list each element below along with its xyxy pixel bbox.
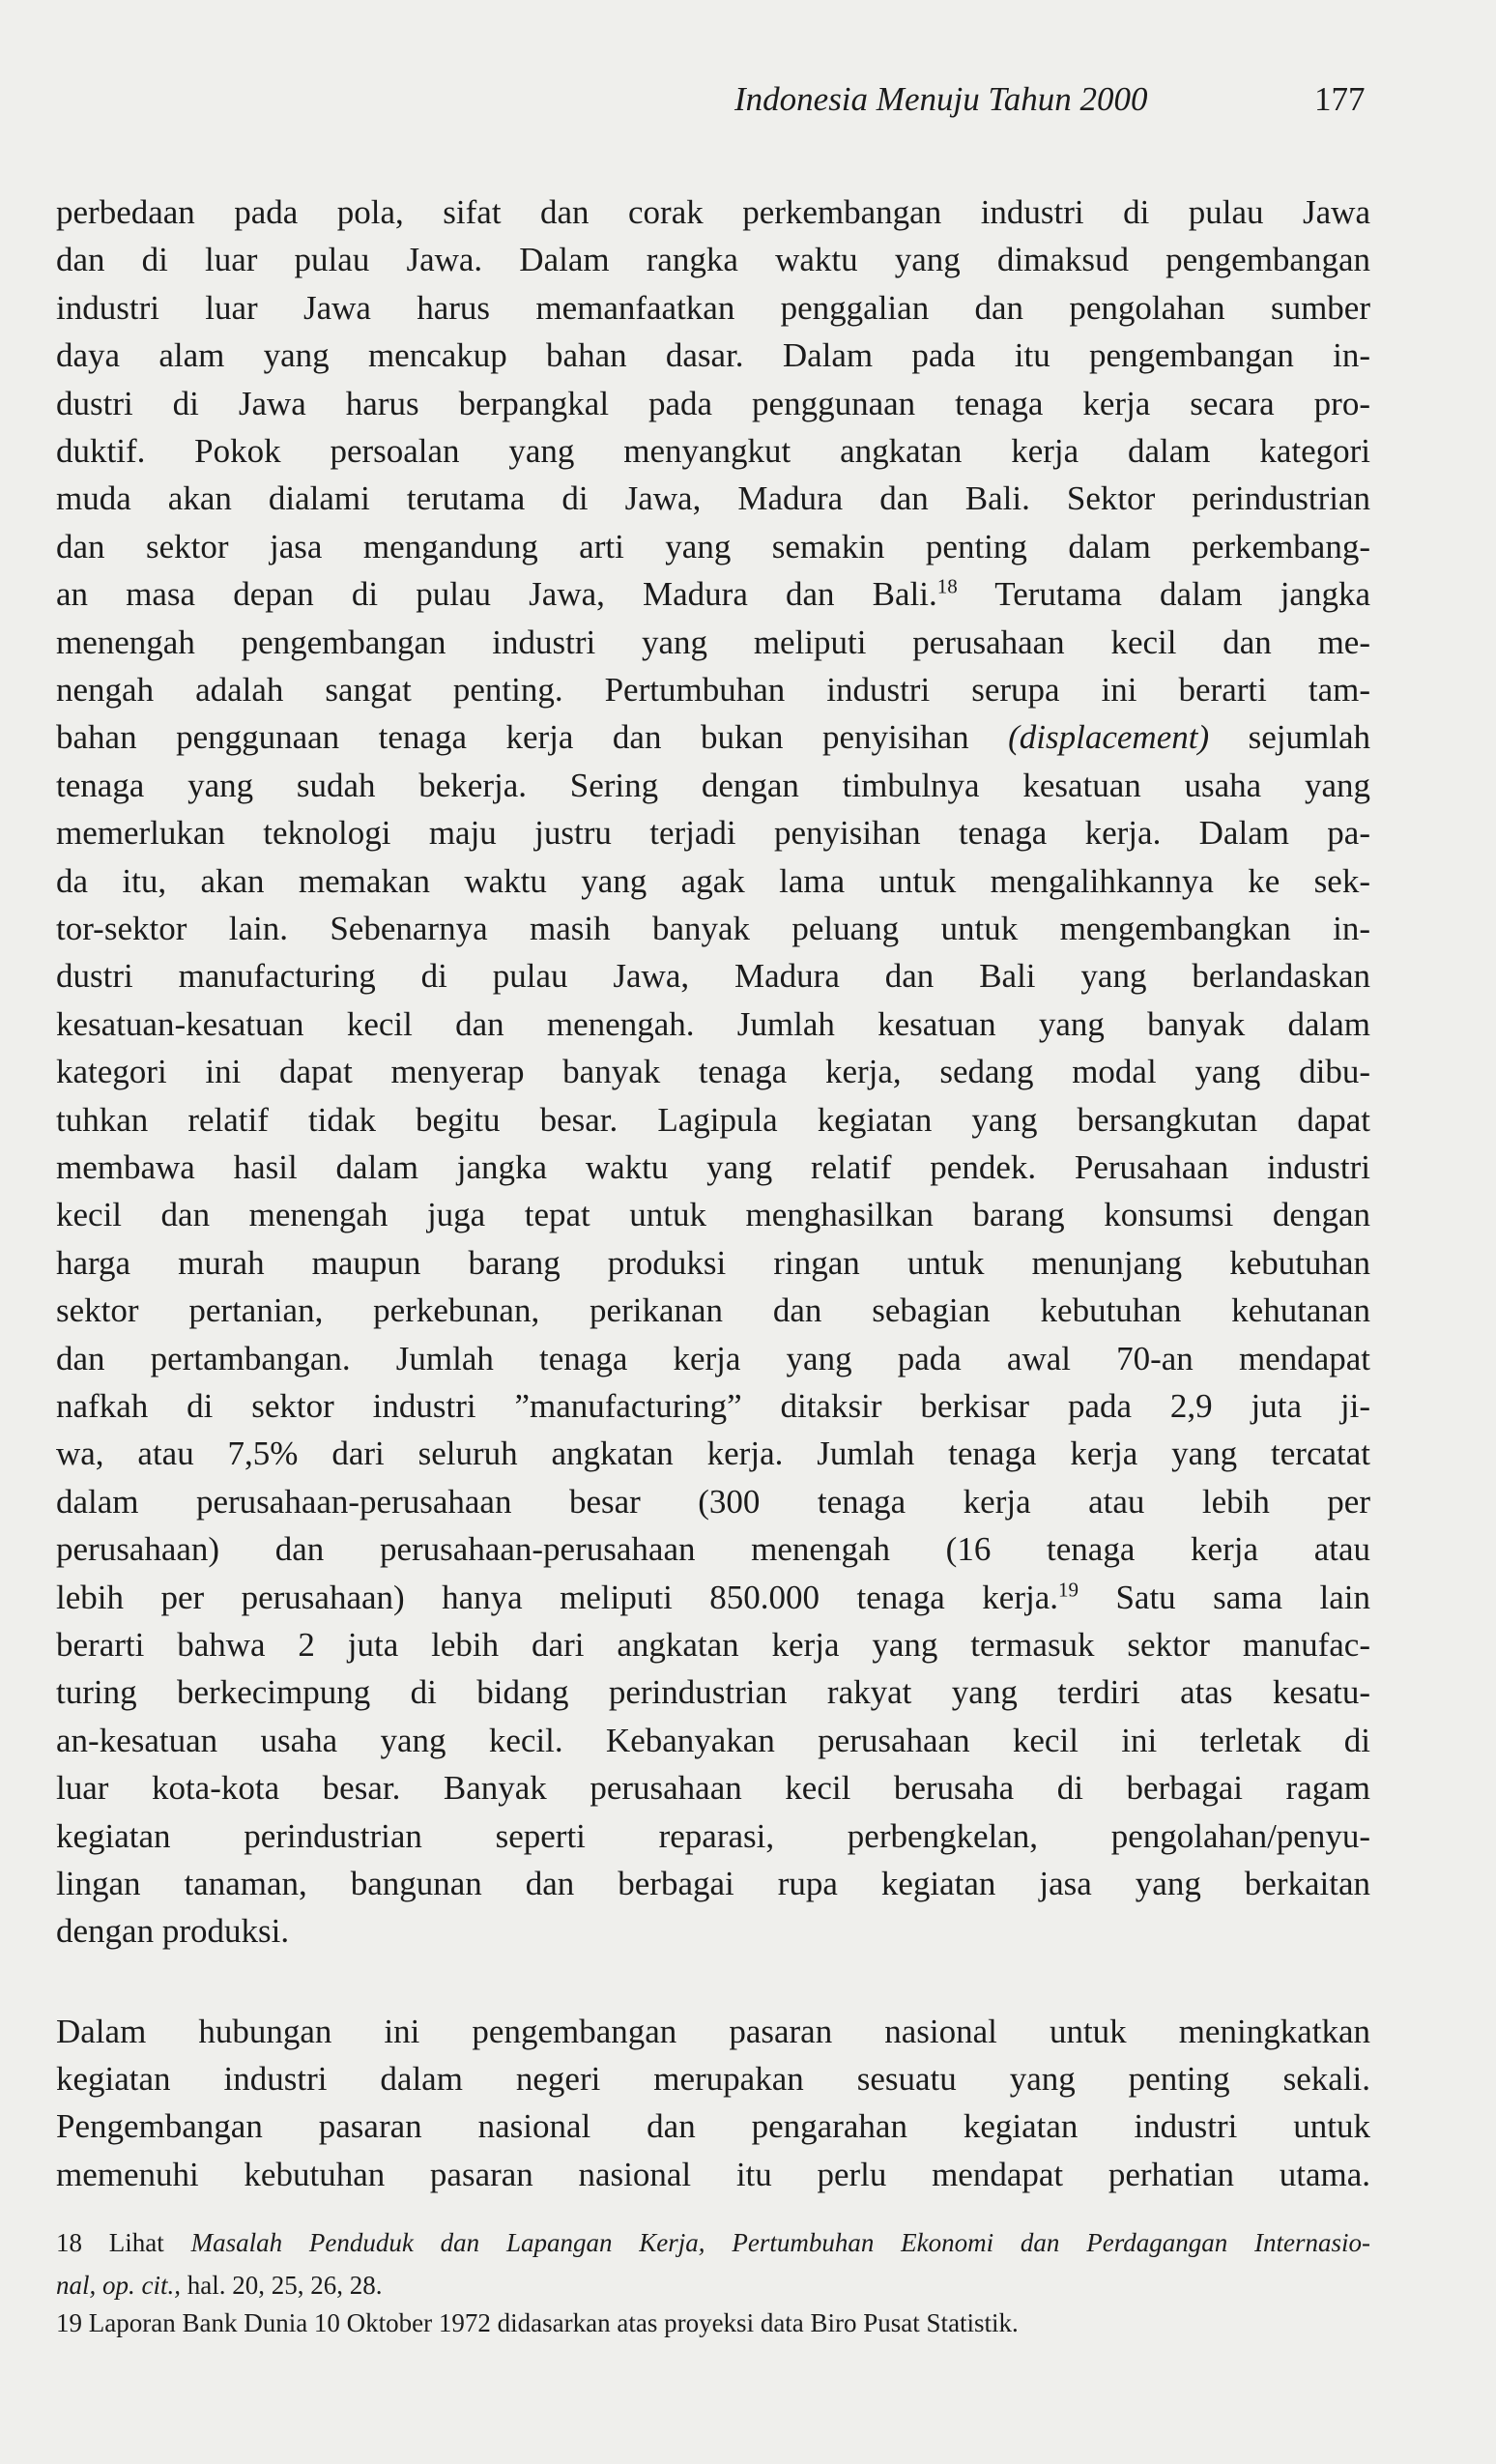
footnote-reference: 18 [936,574,958,598]
body-line: Pengembangan pasaran nasional dan pengarahan kegiatan industri untuk [56,2107,1370,2146]
body-line: memerlukan teknologi maju justru terjadi penyisihan tenaga kerja. Dalam pa- [56,814,1370,853]
body-line: perusahaan) dan perusahaan-perusahaan menengah (16 tenaga kerja atau [56,1530,1370,1569]
body-line: luar kota-kota besar. Banyak perusahaan kecil berusaha di berbagai ragam [56,1769,1370,1808]
text-segment: Terutama dalam jangka [957,575,1370,614]
text-segment: lebih per perusahaan) hanya meliputi 850.000 tenaga kerja. [56,1578,1058,1616]
body-line: berarti bahwa 2 juta lebih dari angkatan kerja yang termasuk sektor manufac- [56,1626,1370,1664]
body-line: kategori ini dapat menyerap banyak tenaga kerja, sedang modal yang dibu- [56,1053,1370,1091]
body-line: dan pertambangan. Jumlah tenaga kerja yang pada awal 70-an mendapat [56,1339,1370,1377]
body-line: lingan tanaman, bangunan dan berbagai rupa kegiatan jasa yang berkaitan [56,1865,1370,1902]
text-segment: sejumlah [1209,718,1370,757]
italic-text: nal, op. cit., [56,2271,181,2300]
body-line: industri luar Jawa harus memanfaatkan penggalian dan pengolahan sumber [56,288,1370,327]
body-line: daya alam yang mencakup bahan dasar. Dalam pada itu pengembangan in- [56,336,1370,375]
body-line: memenuhi kebutuhan pasaran nasional itu perlu mendapat perhatian utama. [56,2155,1370,2193]
body-line: tuhkan relatif tidak begitu besar. Lagipula kegiatan yang bersangkutan dapat [56,1100,1370,1139]
body-line: membawa hasil dalam jangka waktu yang relatif pendek. Perusahaan industri [56,1148,1370,1186]
body-line: dalam perusahaan-perusahaan besar (300 tenaga kerja atau lebih per [56,1482,1370,1521]
body-line: dan di luar pulau Jawa. Dalam rangka waktu yang dimaksud pengembangan [56,241,1370,279]
body-line: nengah adalah sangat penting. Pertumbuhan industri serupa ini berarti tam- [56,671,1370,709]
italic-text: Masalah Penduduk dan Lapangan Kerja, Pertumbuhan Ekonomi dan Perdagangan Internasio- [190,2228,1370,2257]
text-segment: bahan penggunaan tenaga kerja dan bukan penyisihan [56,718,1009,757]
body-line [56,570,1370,618]
footnote-line [56,2304,1370,2342]
body-line: kegiatan industri dalam negeri merupakan sesuatu yang penting sekali. [56,2060,1370,2099]
body-line: duktif. Pokok persoalan yang menyangkut angkatan kerja dalam kategori [56,432,1370,470]
text-segment: 18 Lihat [56,2228,191,2257]
footnote-reference: 19 [1057,1578,1079,1601]
body-line: perbedaan pada pola, sifat dan corak perkembangan industri di pulau Jawa [56,193,1370,231]
text-segment: an masa depan di pulau Jawa, Madura dan Bali. [56,575,937,614]
body-line: wa, atau 7,5% dari seluruh angkatan kerja. Jumlah tenaga kerja yang tercatat [56,1435,1370,1473]
body-line: dustri manufacturing di pulau Jawa, Madura dan Bali yang berlandaskan [56,957,1370,996]
body-line: tor-sektor lain. Sebenarnya masih banyak peluang untuk mengembangkan in- [56,910,1370,947]
body-line: Dalam hubungan ini pengembangan pasaran nasional untuk meningkatkan [56,2013,1370,2050]
body-line: turing berkecimpung di bidang perindustrian rakyat yang terdiri atas kesatu- [56,1673,1370,1712]
text-segment: hal. 20, 25, 26, 28. [181,2271,383,2300]
body-line: menengah pengembangan industri yang meliputi perusahaan kecil dan me- [56,623,1370,661]
body-line: kegiatan perindustrian seperti reparasi, perbengkelan, pengolahan/penyu- [56,1816,1370,1855]
body-line: nafkah di sektor industri ”manufacturing” ditaksir berkisar pada 2,9 juta ji- [56,1387,1370,1425]
body-line: kesatuan-kesatuan kecil dan menengah. Jumlah kesatuan yang banyak dalam [56,1004,1370,1043]
body-line [56,1574,1370,1621]
body-line: kecil dan menengah juga tepat untuk menghasilkan barang konsumsi dengan [56,1196,1370,1234]
body-line: dustri di Jawa harus berpangkal pada penggunaan tenaga kerja secara pro- [56,384,1370,422]
body-line: sektor pertanian, perkebunan, perikanan dan sebagian kebutuhan kehutanan [56,1291,1370,1330]
body-line [56,713,1370,761]
text-segment: Satu sama lain [1078,1578,1370,1616]
italic-text: (displacement) [1008,718,1210,757]
page-number: 177 [1314,80,1366,118]
text-segment: 19 Laporan Bank Dunia 10 Oktober 1972 didasarkan atas proyeksi data Biro Pusat Statistik. [56,2308,1019,2337]
body-line: dengan produksi. [56,1912,290,1951]
body-line: da itu, akan memakan waktu yang agak lama untuk mengalihkannya ke sek- [56,861,1370,900]
footnote-line [56,2266,1370,2305]
footnote-line [56,2223,1370,2262]
body-line: an-kesatuan usaha yang kecil. Kebanyakan perusahaan kecil ini terletak di [56,1721,1370,1759]
body-line: dan sektor jasa mengandung arti yang semakin penting dalam perkembang- [56,527,1370,565]
body-line: muda akan dialami terutama di Jawa, Madura dan Bali. Sektor perindustrian [56,479,1370,518]
body-line: tenaga yang sudah bekerja. Sering dengan timbulnya kesatuan usaha yang [56,766,1370,804]
running-header-title: Indonesia Menuju Tahun 2000 [734,80,1148,118]
body-line: harga murah maupun barang produksi ringan untuk menunjang kebutuhan [56,1243,1370,1282]
